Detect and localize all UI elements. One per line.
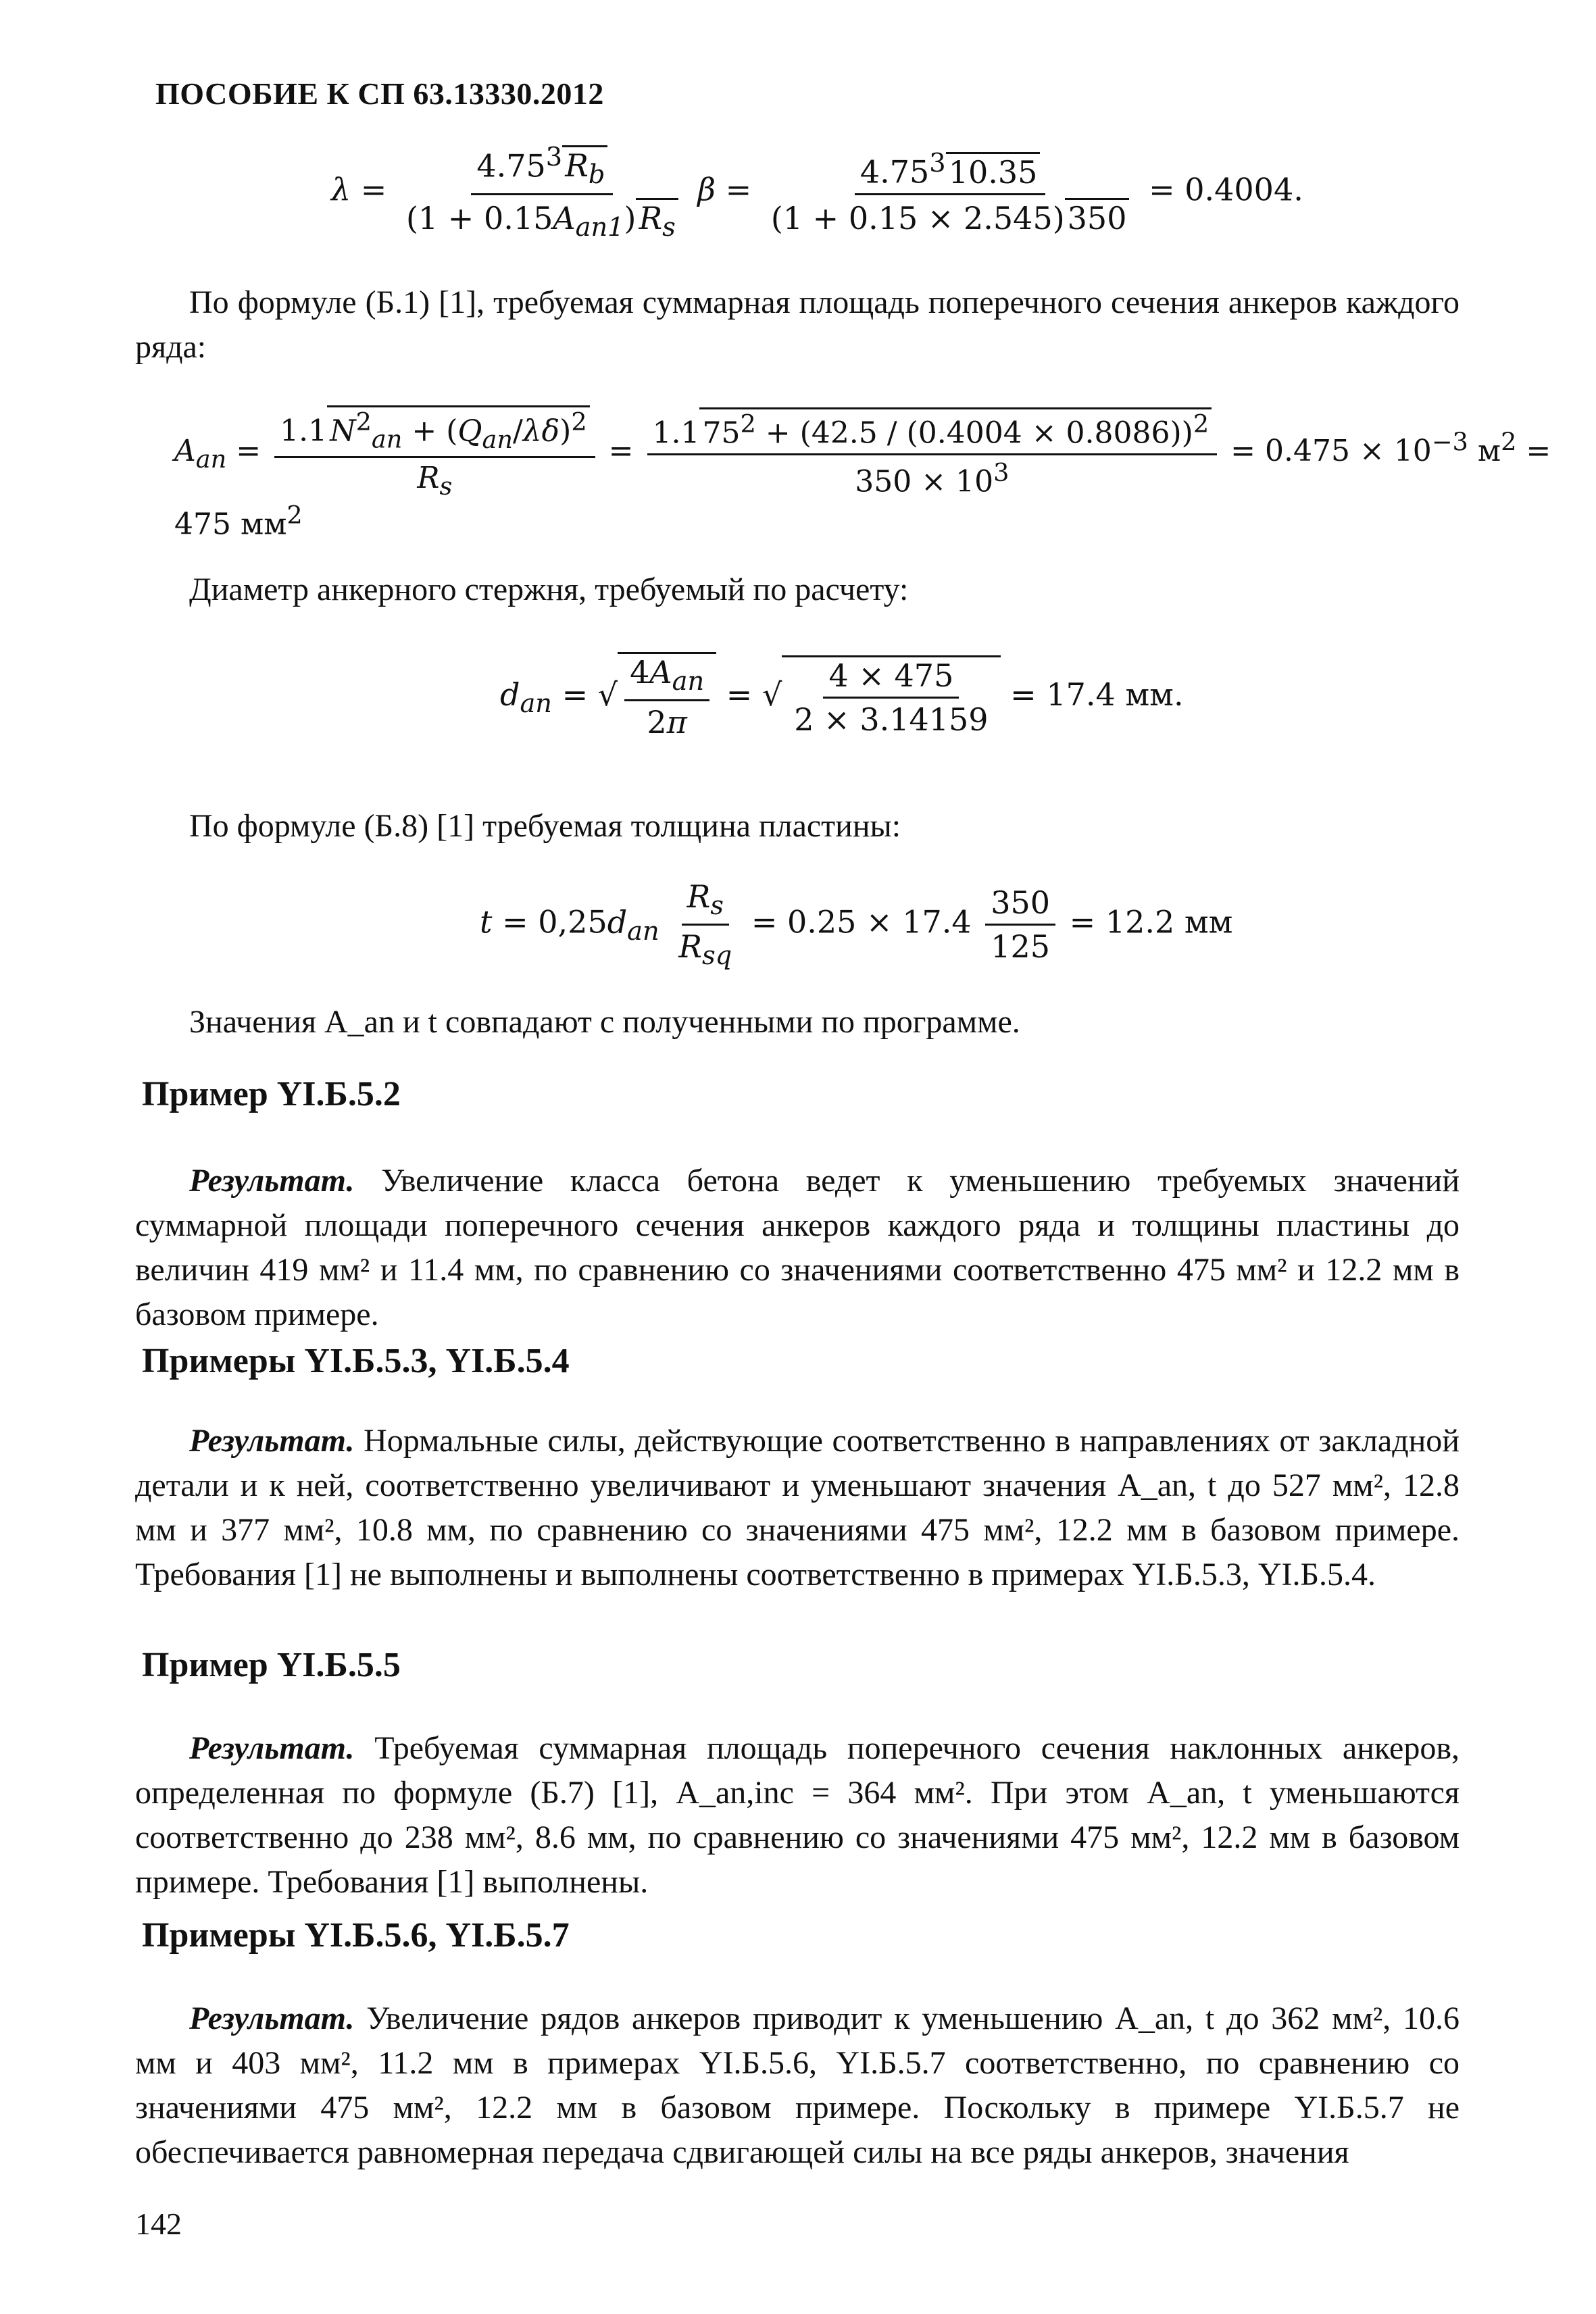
section-heading: Примеры YI.Б.5.3, YI.Б.5.4	[142, 1342, 570, 1380]
paragraph-p3: По формуле (Б.8) [1] требуемая толщина пластины:	[189, 808, 901, 844]
section-body	[135, 1159, 1460, 1337]
result-label: Результат.	[189, 2001, 355, 2036]
result-text: Увеличение класса бетона ведет к уменьшению требуемых значений суммарной площади поперечного сечения анкеров каждого ряда и толщины пластины до величин 419 мм² и 11.4 мм, по сравнению со значениями соответственно 475 мм² и 12.2 мм в базовом примере.	[135, 1163, 1460, 1332]
section-body	[135, 1996, 1460, 2175]
formula-d-an: $d_{an}$ = √ $\frac{4A_{an}}{2\pi}$ = √ $\frac{4 \times 475}{2 \times 3.14159}$ = 17.4 мм.	[500, 652, 1184, 740]
section-body	[135, 1726, 1460, 1905]
paragraph-p4: Значения A_an и t совпадают с полученными по программе.	[189, 1004, 1020, 1040]
result-text: Увеличение рядов анкеров приводит к уменьшению A_an, t до 362 мм², 10.6 мм и 403 мм², 11.2 мм в примерах YI.Б.5.6, YI.Б.5.7 соответственно, по сравнению со значениями 475 мм², 12.2 мм в базовом примере. Поскольку в примере YI.Б.5.7 не обеспечивается равномерная передача сдвигающей силы на все ряды анкеров, значения	[135, 2001, 1460, 2170]
section-heading: Пример YI.Б.5.2	[142, 1075, 401, 1113]
section-heading: Пример YI.Б.5.5	[142, 1646, 401, 1684]
section-body	[135, 1419, 1460, 1597]
paragraph-p2: Диаметр анкерного стержня, требуемый по расчету:	[189, 572, 909, 607]
paragraph-p1: По формуле (Б.1) [1], требуемая суммарная площадь поперечного сечения анкеров каждого ряда:	[135, 284, 1460, 365]
formula-t: $t = 0,25d_{an}$ $\frac{R_s}{R_{sq}}$ = 0.25 × 17.4 $\frac{350}{125}$ = 12.2 мм	[480, 878, 1233, 972]
formula-a-an: $A_{an}$ = $\frac{1.1N^2_{an} + (Q_{an}/\lambda\delta)^2}{R_s}$ = $\frac{1.175^2 + (42.5 / (0.4004 \times 0.8086))^2}{350 \times 10^3}$ = $0.475 \times 10^{-3}$ $м^2 = 475$ $мм^2$	[174, 405, 1596, 542]
page-header: ПОСОБИЕ К СП 63.13330.2012	[155, 76, 604, 111]
result-label: Результат.	[189, 1163, 355, 1199]
formula-lambda: λ = $\frac{4.75^3R_b}{(1 + 0.15A_{an1})R_s}$ β = $\frac{4.75^310.35}{(1 + 0.15 \times 2.545)350}$ = 0.4004.	[331, 142, 1303, 243]
result-label: Результат.	[189, 1730, 355, 1766]
page-number: 142	[135, 2207, 182, 2241]
result-text: Нормальные силы, действующие соответственно в направлениях от закладной детали и к ней, соответственно увеличивают и уменьшают значения A_an, t до 527 мм², 12.8 мм и 377 мм², 10.8 мм, по сравнению со значениями 475 мм², 12.2 мм в базовом примере. Требования [1] не выполнены и выполнены соответственно в примерах YI.Б.5.3, YI.Б.5.4.	[135, 1423, 1460, 1592]
result-text: Требуемая суммарная площадь поперечного сечения наклонных анкеров, определенная по формуле (Б.7) [1], A_an,inc = 364 мм². При этом A_an, t уменьшаются соответственно до 238 мм², 8.6 мм, по сравнению со значениями 475 мм², 12.2 мм в базовом примере. Требования [1] выполнены.	[135, 1730, 1460, 1900]
section-heading: Примеры YI.Б.5.6, YI.Б.5.7	[142, 1916, 570, 1955]
result-label: Результат.	[189, 1423, 355, 1459]
